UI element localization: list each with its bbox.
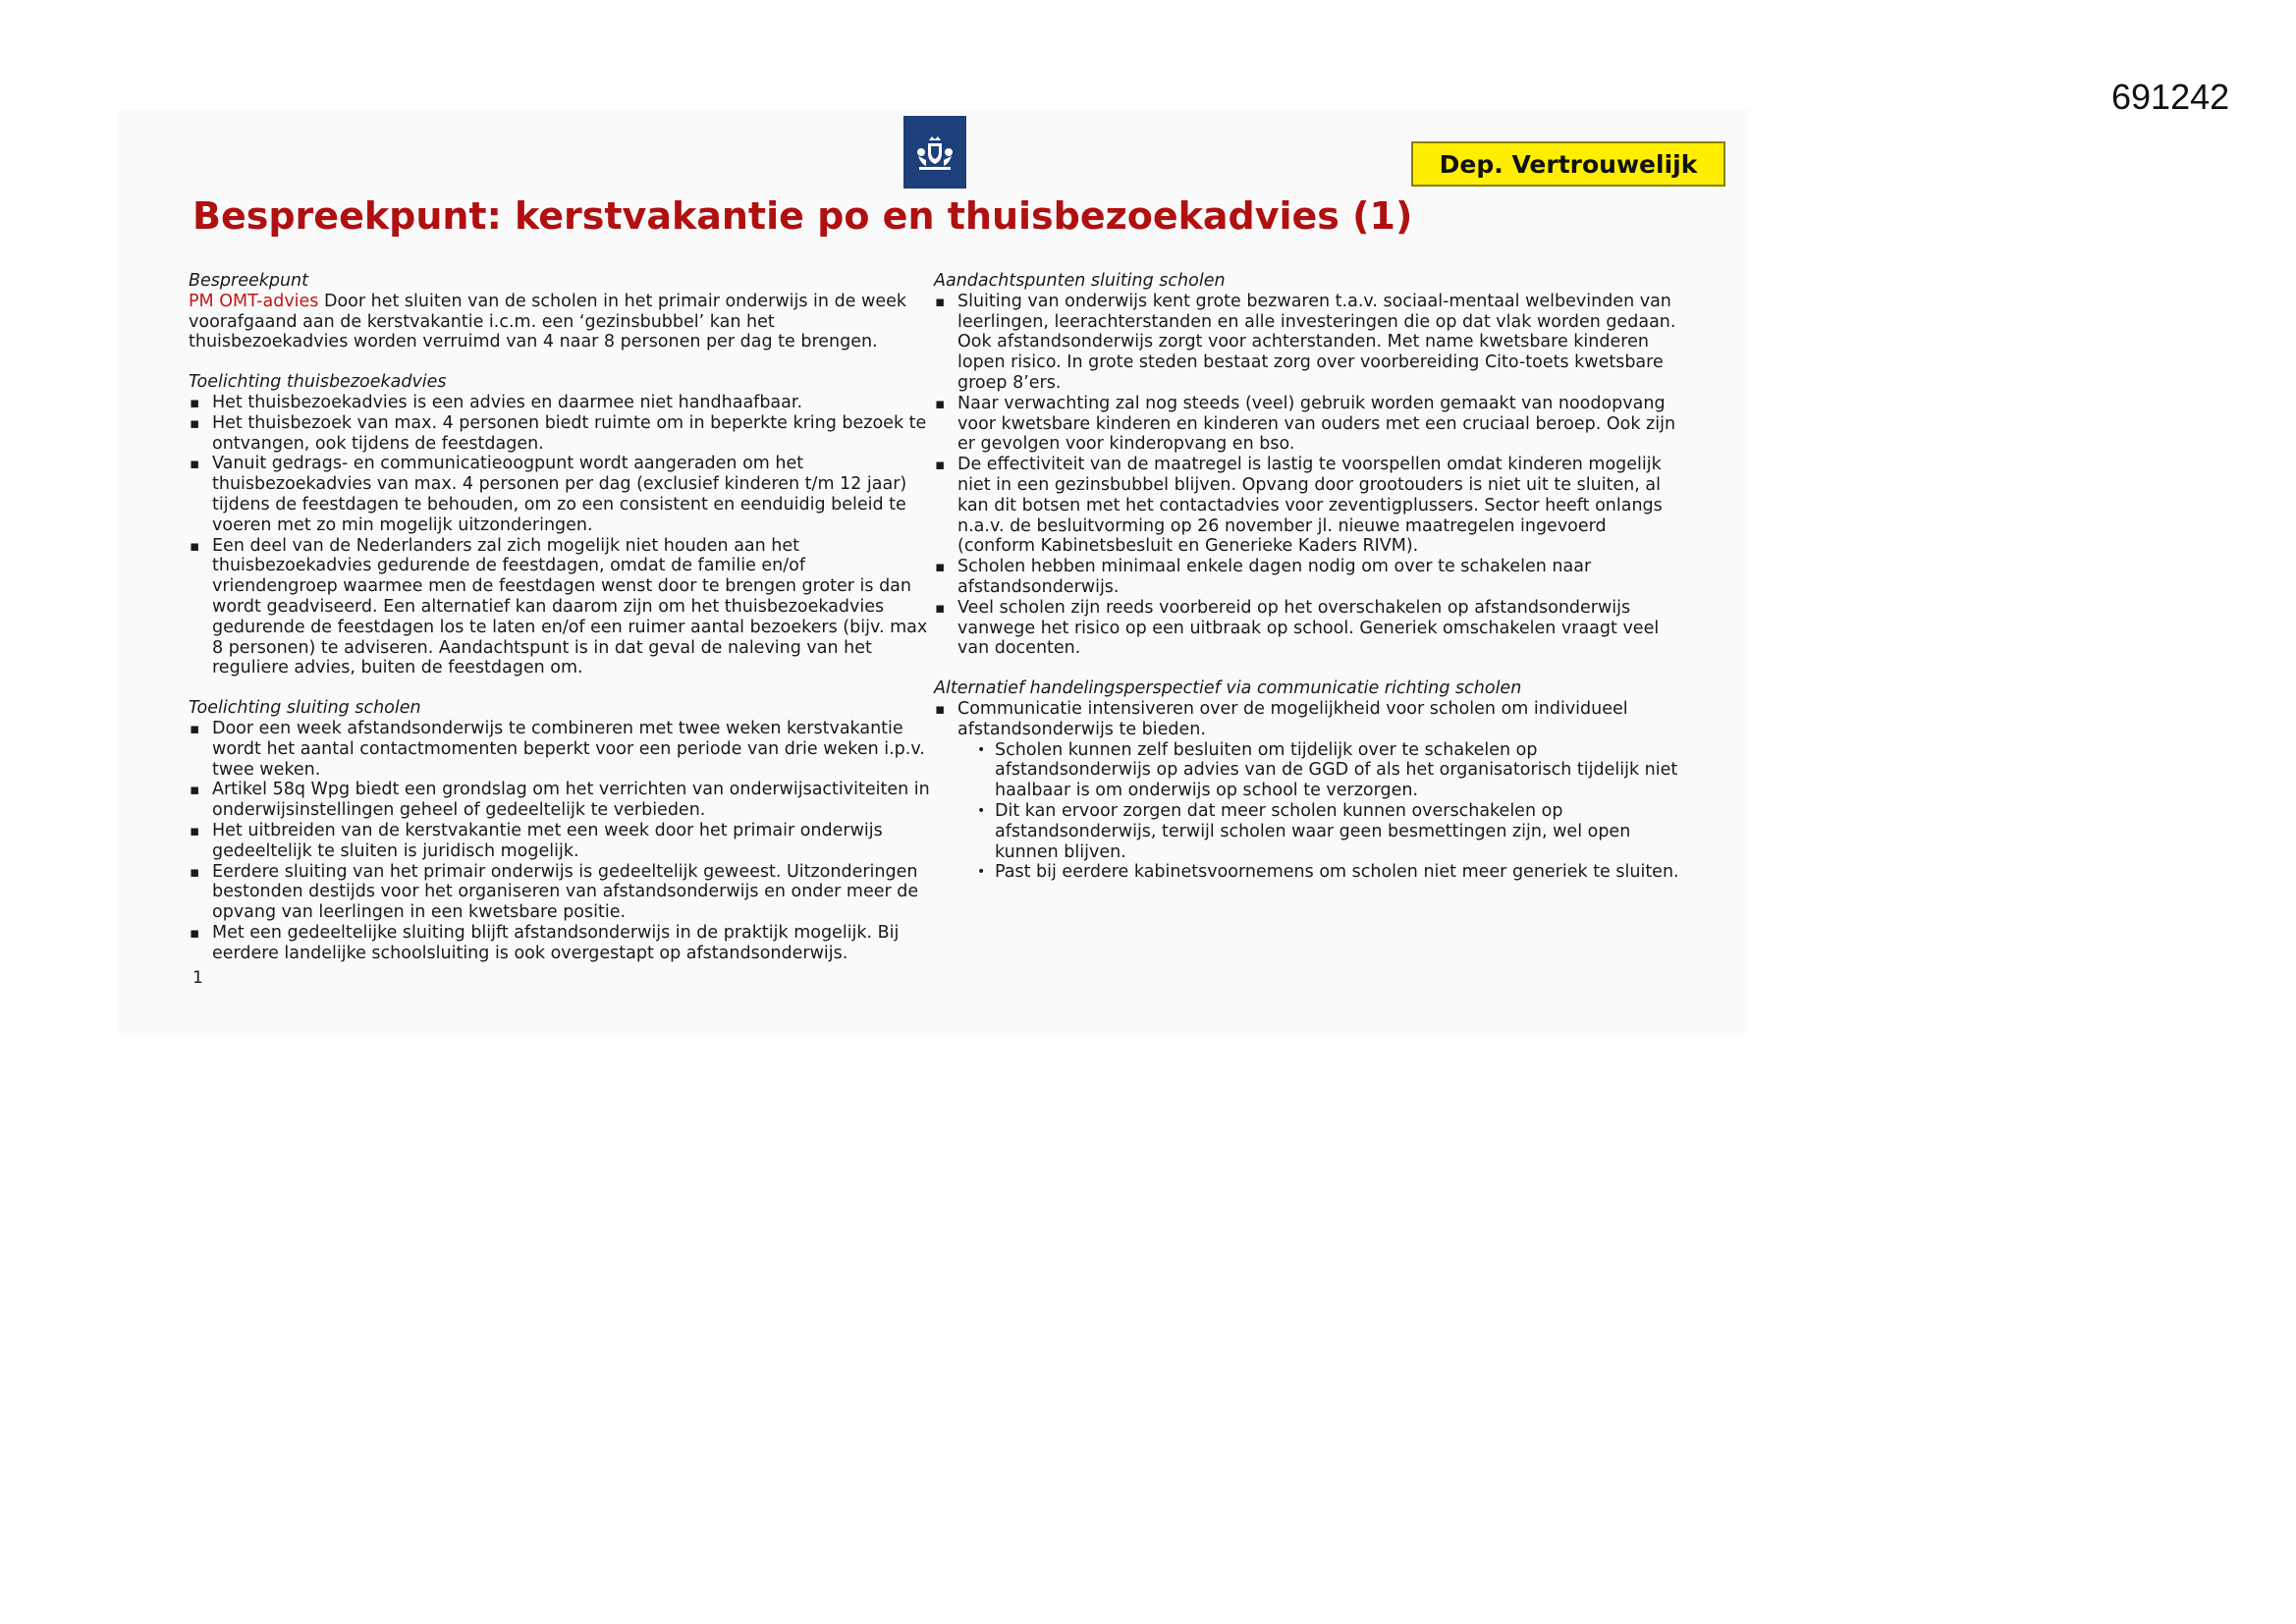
- document-id: 691242: [2111, 77, 2230, 117]
- list-item: ▪ Vanuit gedrags- en communicatieoogpunt wordt aangeraden om het thuisbezoekadvies van max. 4 personen per dag (exclusief kinderen t/m 12 jaar) tijdens de feestdagen te behouden, om zo een consistent en eenduidig beleid te voeren met zo min mogelijk uitzonderingen.: [189, 454, 935, 535]
- rijksoverheid-logo: [903, 116, 966, 189]
- sub-list-item: • Dit kan ervoor zorgen dat meer scholen kunnen overschakelen op afstandsonderwijs, terwijl scholen waar geen besmettingen zijn, wel open kunnen blijven.: [971, 801, 1680, 862]
- list-item: ▪ Eerdere sluiting van het primair onderwijs is gedeeltelijk geweest. Uitzonderingen bestonden destijds voor het organiseren van afstandsonderwijs en onder meer de opvang van leerlingen in een kwetsbare positie.: [189, 862, 935, 923]
- list-item: ▪ De effectiviteit van de maatregel is lastig te voorspellen omdat kinderen mogelijk niet in een gezinsbubbel blijven. Opvang door grootouders is niet uit te sluiten, al kan dit botsen met het contactadvies voor zeventigplussers. Sector heeft onlangs n.a.v. de besluitvorming op 26 november jl. nieuwe maatregelen ingevoerd (conform Kabinetsbesluit en Generieke Kaders RIVM).: [934, 455, 1680, 557]
- omt-advies-label: PM OMT-advies: [189, 291, 319, 311]
- list-item: ▪ Door een week afstandsonderwijs te combineren met twee weken kerstvakantie wordt het aantal contactmomenten beperkt voor een periode van drie weken i.p.v. twee weken.: [189, 719, 935, 780]
- thuisbezoek-list: [189, 393, 935, 678]
- list-item: ▪ Het thuisbezoek van max. 4 personen biedt ruimte om in beperkte kring bezoek te ontvangen, ook tijdens de feestdagen.: [189, 413, 935, 455]
- left-column: [189, 271, 935, 964]
- list-item: ▪ Naar verwachting zal nog steeds (veel) gebruik worden gemaakt van noodopvang voor kwetsbare kinderen en kinderen van ouders met een cruciaal beroep. Ook zijn er gevolgen voor kinderopvang en bso.: [934, 394, 1680, 455]
- coat-of-arms-icon: [913, 131, 957, 174]
- list-item: ▪ Veel scholen zijn reeds voorbereid op het overschakelen op afstandsonderwijs vanwege het risico op een uitbraak op school. Generiek omschakelen vraagt veel van docenten.: [934, 598, 1680, 659]
- thuisbezoek-heading: Toelichting thuisbezoekadvies: [189, 372, 447, 393]
- alternatief-list: [934, 699, 1680, 883]
- sub-list-item: • Past bij eerdere kabinetsvoornemens om scholen niet meer generiek te sluiten.: [971, 862, 1680, 883]
- confidential-badge: Dep. Vertrouwelijk: [1411, 141, 1725, 187]
- bespreekpunt-text: [189, 292, 935, 352]
- list-item-text: Communicatie intensiveren over de mogelijkheid voor scholen om individueel afstandsonderwijs te bieden.: [957, 698, 1628, 739]
- alternatief-sublist: [971, 740, 1680, 884]
- list-item: ▪ Scholen hebben minimaal enkele dagen nodig om over te schakelen naar afstandsonderwijs.: [934, 557, 1680, 598]
- list-item: ▪ Het uitbreiden van de kerstvakantie met een week door het primair onderwijs gedeeltelijk te sluiten is juridisch mogelijk.: [189, 821, 935, 862]
- list-item: ▪ Artikel 58q Wpg biedt een grondslag om het verrichten van onderwijsactiviteiten in onderwijsinstellingen geheel of gedeeltelijk te verbieden.: [189, 780, 935, 821]
- bespreekpunt-body: Door het sluiten van de scholen in het primair onderwijs in de week voorafgaand aan de kerstvakantie i.c.m. een ‘gezinsbubbel’ kan het thuisbezoekadvies worden verruimd van 4 naar 8 personen per dag te brengen.: [189, 291, 906, 352]
- sluiting-heading: Toelichting sluiting scholen: [189, 698, 421, 719]
- aandacht-heading: Aandachtspunten sluiting scholen: [934, 271, 1226, 291]
- list-item: ▪ Sluiting van onderwijs kent grote bezwaren t.a.v. sociaal-mentaal welbevinden van leerlingen, leerachterstanden en alle investeringen die op dat vlak worden gedaan. Ook afstandsonderwijs zorgt voor achterstanden. Met name kwetsbare kinderen lopen risico. In grote steden bestaat zorg over voorbereiding Cito-toets kwetsbare groep 8’ers.: [934, 292, 1680, 394]
- right-column: [934, 271, 1680, 883]
- sub-list-item: • Scholen kunnen zelf besluiten om tijdelijk over te schakelen op afstandsonderwijs op advies van de GGD of als het organisatorisch tijdelijk niet haalbaar is om onderwijs op school te verzorgen.: [971, 740, 1680, 801]
- list-item: ▪ Een deel van de Nederlanders zal zich mogelijk niet houden aan het thuisbezoekadvies gedurende de feestdagen, omdat de familie en/of vriendengroep waarmee men de feestdagen wenst door te brengen groter is dan wordt geadviseerd. Een alternatief kan daarom zijn om het thuisbezoekadvies gedurende de feestdagen los te laten en/of een ruimer aantal bezoekers (bijv. max 8 personen) te adviseren. Aandachtspunt is in dat geval de naleving van het reguliere advies, buiten de feestdagen om.: [189, 536, 935, 679]
- alternatief-heading: Alternatief handelingsperspectief via communicatie richting scholen: [934, 678, 1522, 699]
- list-item: ▪ Met een gedeeltelijke sluiting blijft afstandsonderwijs in de praktijk mogelijk. Bij eerdere landelijke schoolsluiting is ook overgestapt op afstandsonderwijs.: [189, 923, 935, 964]
- page-number: 1: [192, 968, 203, 988]
- list-item: ▪ Het thuisbezoekadvies is een advies en daarmee niet handhaafbaar.: [189, 393, 935, 413]
- aandacht-list: [934, 292, 1680, 659]
- list-item: [934, 699, 1680, 883]
- sluiting-list: [189, 719, 935, 964]
- page-title: Bespreekpunt: kerstvakantie po en thuisbezoekadvies (1): [192, 194, 1413, 238]
- bespreekpunt-heading: Bespreekpunt: [189, 271, 309, 291]
